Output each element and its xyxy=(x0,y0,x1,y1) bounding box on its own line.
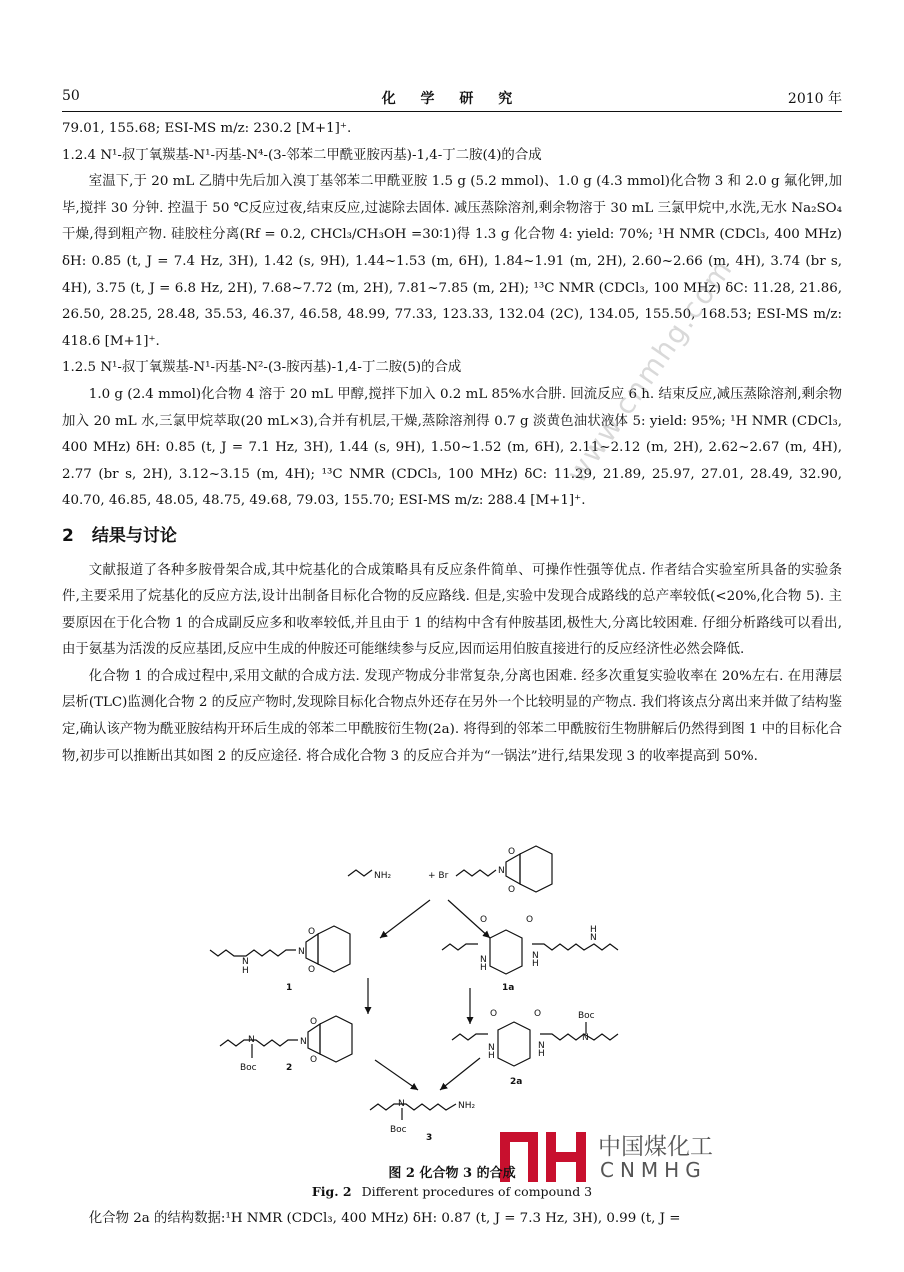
compound-1-label: 1 xyxy=(286,983,293,993)
journal-year: 2010 年 xyxy=(787,91,842,107)
compound-2-o-2: O xyxy=(310,1055,318,1065)
compound-2a-o-2: O xyxy=(534,1009,542,1019)
oxygen-label-top-2: O xyxy=(508,885,516,895)
compound-1-nh-n: N xyxy=(242,957,249,967)
oxygen-label-top-1: O xyxy=(508,847,516,857)
compound-2a-label: 2a xyxy=(510,1077,523,1087)
plus-br-label: + Br xyxy=(428,871,449,881)
section-2-title: 结果与讨论 xyxy=(91,525,177,546)
arrow-2-to-3 xyxy=(375,1060,418,1090)
figure-caption-en-prefix: Fig. 2 xyxy=(311,1184,352,1199)
figure-caption-cn: 图 2 化合物 3 的合成 xyxy=(388,1166,516,1181)
compound-3-nh2: NH₂ xyxy=(458,1101,476,1111)
journal-title: 化 学 研 究 xyxy=(381,91,523,107)
compound-2-chain xyxy=(220,1040,298,1046)
section-1-2-5-title: 1.2.5 N¹-叔丁氧羰基-N¹-丙基-N²-(3-胺丙基)-1,4-丁二胺(5)的合成 xyxy=(62,360,462,376)
compound-1a-left-chain xyxy=(442,944,478,950)
compound-1a-h-mid: H xyxy=(532,959,539,969)
header-rule xyxy=(62,111,842,112)
compound-2a-benzene xyxy=(498,1022,530,1066)
section-1-2-5-text: 1.0 g (2.4 mmol)化合物 4 溶于 20 mL 甲醇,搅拌下加入 0.2 mL 85%水合肼. 回流反应 6 h. 结束反应,减压蒸除溶剂,剩余物加入 20 mL 水,三氯甲烷萃取(20 mL×3),合并有机层,干燥,蒸除溶剂得 0.7 g 淡黄色油状液体 5: yield: 95%; ¹H NMR (CDCl₃, 400 MHz) δH: 0.85 (t, J = 7.1 Hz, 3H), 1.44 (s, 9H), 1.50~1.52 (m, 6H), 2.11~2.12 (m, 2H), 2.62~2.67 (m, 4H), 2.77 (br s, 2H), 3.12~3.15 (m, 4H); ¹³C NMR (CDCl₃, 100 MHz) δC: 11.29, 21.89, 25.97, 27.01, 28.49, 32.90, 40.70, 46.85, 48.05, 48.75, 49.68, 79.03, 155.70; ESI-MS m/z: 288.4 [M+1]⁺. xyxy=(62,386,842,509)
compound-1a-o-1: O xyxy=(480,915,488,925)
compound-3-boc: Boc xyxy=(390,1125,407,1135)
compound-2a-nh-left: N xyxy=(488,1043,495,1053)
compound-2a-n: N xyxy=(582,1033,589,1043)
reaction-scheme xyxy=(190,818,730,1148)
phthalimide-ring-top xyxy=(506,854,520,884)
bromobutyl-chain xyxy=(456,870,496,876)
discussion-paragraph-2: 化合物 1 的合成过程中,采用文献的合成方法. 发现产物成分非常复杂,分离也困难. 经多次重复实验收率在 20%左右. 在用薄层层析(TLC)监测化合物 2 的反应产物时,发现除目标化合物点外还存在另外一个比较明显的产物点. 我们将该点分离出来并做了结构鉴定,确认该产物为酰亚胺结构开环后生成的邻苯二甲酰胺衍生物(2a). 将得到的邻苯二甲酰胺衍生物肼解后仍然得到图 1 中的目标化合物,初步可以推断出其如图 2 的反应途径. 将合成化合物 3 的反应合并为“一锅法”进行,结果发现 3 的收率提高到 50%. xyxy=(62,668,842,764)
article-body xyxy=(62,116,842,770)
section-2-number: 2 xyxy=(62,525,74,546)
compound-1-o-1: O xyxy=(308,927,316,937)
compound-1-chain xyxy=(210,950,296,956)
compound-2a-o-1: O xyxy=(490,1009,498,1019)
compound-3-label: 3 xyxy=(426,1133,433,1143)
page-header xyxy=(62,88,842,108)
propylamine-chain xyxy=(348,870,372,876)
compound-1a-right-chain xyxy=(532,944,618,950)
compound-1-nh-h: H xyxy=(242,966,249,976)
benzene-ring-top xyxy=(520,846,552,892)
compound-2-o-1: O xyxy=(310,1017,318,1027)
logo-text-en: CNMHG xyxy=(600,1158,707,1182)
compound-1-benzene xyxy=(318,926,350,972)
reaction-scheme-drawing xyxy=(190,818,730,1148)
compound-2a-h-right: H xyxy=(538,1049,545,1059)
compound-1a-nh-mid: N xyxy=(532,951,539,961)
compound-1-o-2: O xyxy=(308,965,316,975)
section-1-2-4-title: 1.2.4 N¹-叔丁氧羰基-N¹-丙基-N⁴-(3-邻苯二甲酰亚胺丙基)-1,4-丁二胺(4)的合成 xyxy=(62,147,542,163)
compound-2-benzene xyxy=(320,1016,352,1062)
section-1-2-4-text: 室温下,于 20 mL 乙腈中先后加入溴丁基邻苯二甲酰亚胺 1.5 g (5.2 mmol)、1.0 g (4.3 mmol)化合物 3 和 2.0 g 氟化钾,加毕,搅拌 30 分钟. 控温于 50 ℃反应过夜,结束反应,过滤除去固体. 减压蒸除溶剂,剩余物溶于 30 mL 三氯甲烷中,水洗,无水 Na₂SO₄干燥,得到粗产物. 硅胶柱分离(Rf = 0.2, CHCl₃/CH₃OH =30∶1)得 1.3 g 化合物 4: yield: 70%; ¹H NMR (CDCl₃, 400 MHz) δH: 0.85 (t, J = 7.4 Hz, 3H), 1.42 (s, 9H), 1.44~1.53 (m, 6H), 1.84~1.91 (m, 2H), 2.60~2.66 (m, 4H), 3.74 (br s, 4H), 3.75 (t, J = 6.8 Hz, 2H), 7.68~7.72 (m, 2H), 7.81~7.85 (m, 2H); ¹³C NMR (CDCl₃, 100 MHz) δC: 11.28, 21.86, 26.50, 28.25, 28.48, 35.53, 46.37, 46.58, 48.99, 77.33, 123.33, 132.04 (2C), 134.05, 155.50, 168.53; ESI-MS m/z: 418.6 [M+1]⁺. xyxy=(62,174,842,349)
figure-caption-en-text: Different procedures of compound 3 xyxy=(361,1184,593,1199)
figure-caption-en xyxy=(0,1184,904,1199)
compound-2-imide-n: N xyxy=(300,1037,307,1047)
discussion-paragraph-1: 文献报道了各种多胺骨架合成,其中烷基化的合成策略具有反应条件简单、可操作性强等优点. 作者结合实验室所具备的实验条件,主要采用了烷基化的反应方法,设计出制备目标化合物的反应路线. 但是,实验中发现合成路线的总产率较低(<20%,化合物 5). 主要原因在于化合物 1 的合成副反应多和收率较低,并且由于 1 的结构中含有仲胺基团,极性大,分离比较困难. 仔细分析路线可以看出,由于氨基为活泼的反应基团,反应中生成的仲胺还可能继续参与反应,因而运用伯胺直接进行的反应经济性必然会降低. xyxy=(62,562,842,658)
arrow-to-1 xyxy=(380,900,430,938)
compound-1a-h-left: H xyxy=(480,963,487,973)
compound-2a-right-chain xyxy=(540,1034,618,1040)
reagent-nh2-label: NH₂ xyxy=(374,871,392,881)
compound-1a-o-2: O xyxy=(526,915,534,925)
arrow-2a-to-3 xyxy=(440,1058,480,1090)
compound-1-imide-n: N xyxy=(298,947,305,957)
compound-2a-left-chain xyxy=(452,1034,488,1040)
compound-1a-h-right: H xyxy=(590,925,597,935)
compound-2a-boc: Boc xyxy=(578,1011,595,1021)
compound-1a-nh-left: N xyxy=(480,955,487,965)
compound-1a-label: 1a xyxy=(502,983,515,993)
compound-1a-nh-right: N xyxy=(590,933,597,943)
compound-2a-h-left: H xyxy=(488,1051,495,1061)
diagonal-watermark: www.cnmhg.com xyxy=(560,252,740,489)
page-number: 50 xyxy=(62,88,80,104)
compound-2a-data-line: 化合物 2a 的结构数据:¹H NMR (CDCl₃, 400 MHz) δH: 0.87 (t, J = 7.3 Hz, 3H), 0.99 (t, J = xyxy=(88,1211,681,1226)
compound-1-imide xyxy=(306,934,318,964)
compound-1a-benzene xyxy=(490,930,522,974)
compound-2-n: N xyxy=(248,1035,255,1045)
compound-3-n: N xyxy=(398,1099,405,1109)
logo-text-cn: 中国煤化工 xyxy=(598,1134,713,1160)
compound-2-imide xyxy=(308,1024,320,1054)
compound-2-boc: Boc xyxy=(240,1063,257,1073)
compound-2a-nh-right: N xyxy=(538,1041,545,1051)
nitrogen-label-top: N xyxy=(498,866,505,876)
compound-3-chain xyxy=(370,1104,456,1110)
section-2-heading xyxy=(62,523,842,550)
compound-2-label: 2 xyxy=(286,1063,293,1073)
continued-line: 79.01, 155.68; ESI-MS m/z: 230.2 [M+1]⁺. xyxy=(62,121,352,136)
